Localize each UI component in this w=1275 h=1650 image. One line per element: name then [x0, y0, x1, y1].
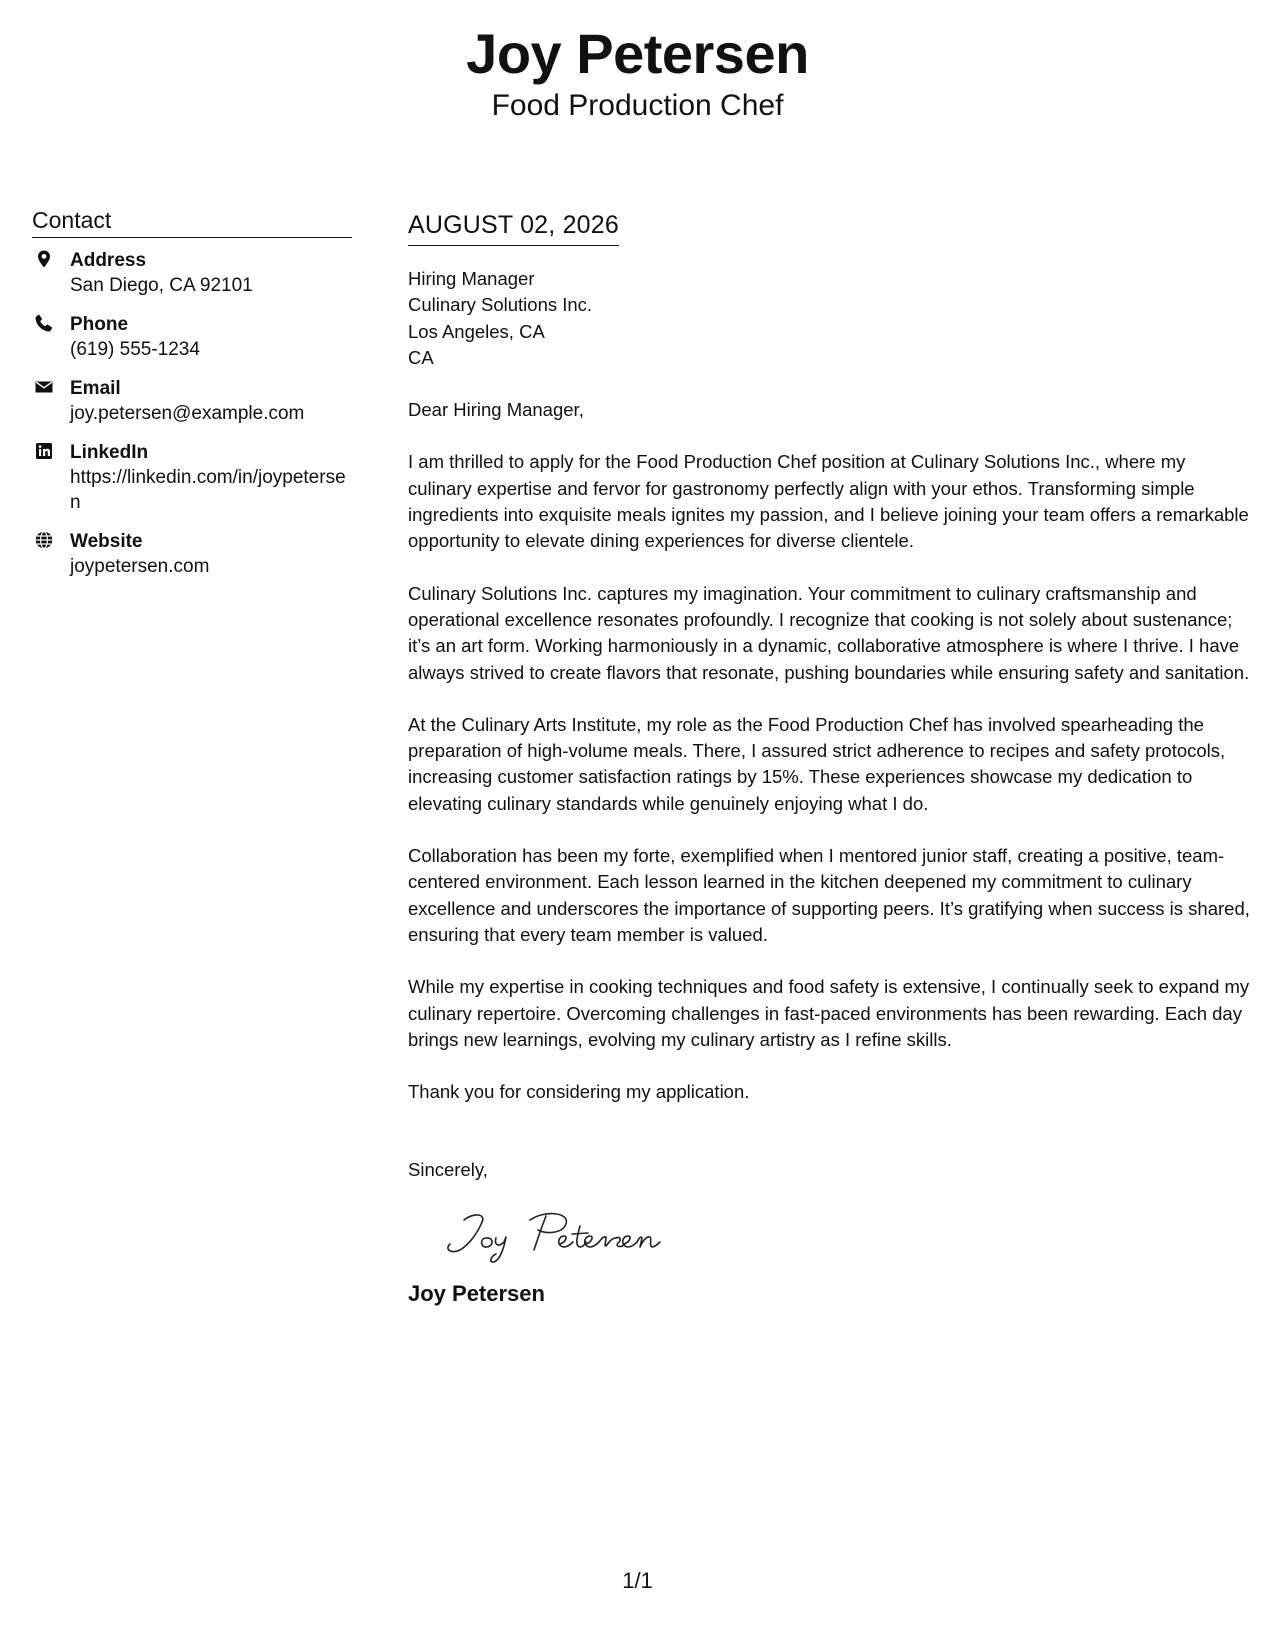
handwritten-signature [434, 1200, 674, 1270]
address-value: San Diego, CA 92101 [70, 275, 253, 296]
signer-name: Joy Petersen [408, 1280, 545, 1306]
contact-sidebar [32, 206, 352, 593]
address-label: Address [70, 250, 147, 271]
website-value: joypetersen.com [70, 556, 210, 577]
globe-icon [34, 530, 54, 550]
closing: Sincerely, [408, 1159, 488, 1181]
recipient-line: CA [408, 346, 434, 368]
recipient-line: Culinary Solutions Inc. [408, 294, 593, 316]
letter-paragraph: At the Culinary Arts Institute, my role as the Food Production Chef has involved spearheading the preparation of high-volume meals. There, I assured strict adherence to recipes and safety protocols, increasing customer satisfaction ratings by 15%. These experiences showcase my dedication to elevating culinary standards while genuinely enjoying what I do. [408, 713, 1226, 814]
letter-date: AUGUST 02, 2026 [408, 210, 619, 246]
phone-value: (619) 555-1234 [70, 339, 200, 360]
recipient-line: Los Angeles, CA [408, 320, 545, 342]
linkedin-value: https://linkedin.com/in/joypetersen [70, 467, 346, 513]
website-label: Website [70, 531, 143, 552]
linkedin-icon [34, 441, 54, 461]
contact-heading: Contact [32, 206, 352, 238]
map-pin-icon [34, 249, 54, 269]
email-label: Email [70, 378, 121, 399]
applicant-job-title: Food Production Chef [491, 89, 784, 122]
contact-item-address [32, 248, 352, 298]
contact-item-website [32, 529, 352, 579]
recipient-block [408, 266, 1254, 371]
envelope-icon [34, 377, 54, 397]
letter-paragraph: I am thrilled to apply for the Food Production Chef position at Culinary Solutions Inc., where my culinary expertise and fervor for gastronomy perfectly align with your ethos. Transforming simple ingredients into exquisite meals ignites my passion, and I believe joining your team offers a remarkable opportunity to elevate dining experiences for diverse clientele. [408, 451, 1249, 552]
applicant-name: Joy Petersen [466, 22, 809, 85]
recipient-line: Hiring Manager [408, 268, 535, 289]
letter-paragraph: Collaboration has been my forte, exemplified when I mentored junior staff, creating a positive, team-centered environment. Each lesson learned in the kitchen deepened my commitment to culinary excellence and underscores the importance of supporting peers. It’s gratifying when success is shared, ensuring that every team member is valued. [408, 845, 1250, 945]
phone-icon [34, 313, 54, 333]
linkedin-label: LinkedIn [70, 442, 149, 463]
contact-item-email [32, 376, 352, 426]
letter-paragraph: While my expertise in cooking techniques and food safety is extensive, I continually seek to expand my culinary repertoire. Overcoming challenges in fast-paced environments has been rewarding. Each day brings new learnings, evolving my culinary artistry as I refine skills. [408, 976, 1250, 1050]
letter-paragraph: Thank you for considering my application. [408, 1081, 750, 1103]
contact-item-linkedin [32, 440, 352, 515]
letter-paragraph: Culinary Solutions Inc. captures my imagination. Your commitment to culinary craftsmanship and operational excellence resonates profoundly. I recognize that cooking is not solely about sustenance; it’s an art form. Working harmoniously in a dynamic, collaborative atmosphere is where I thrive. I have always strived to create flavors that resonate, pushing boundaries while ensuring safety and sanitation. [408, 582, 1250, 683]
page-number: 1/1 [622, 1568, 653, 1593]
phone-label: Phone [70, 314, 129, 335]
letter-body [408, 210, 1254, 1308]
email-value: joy.petersen@example.com [70, 403, 305, 424]
salutation: Dear Hiring Manager, [408, 399, 584, 421]
contact-item-phone [32, 312, 352, 362]
